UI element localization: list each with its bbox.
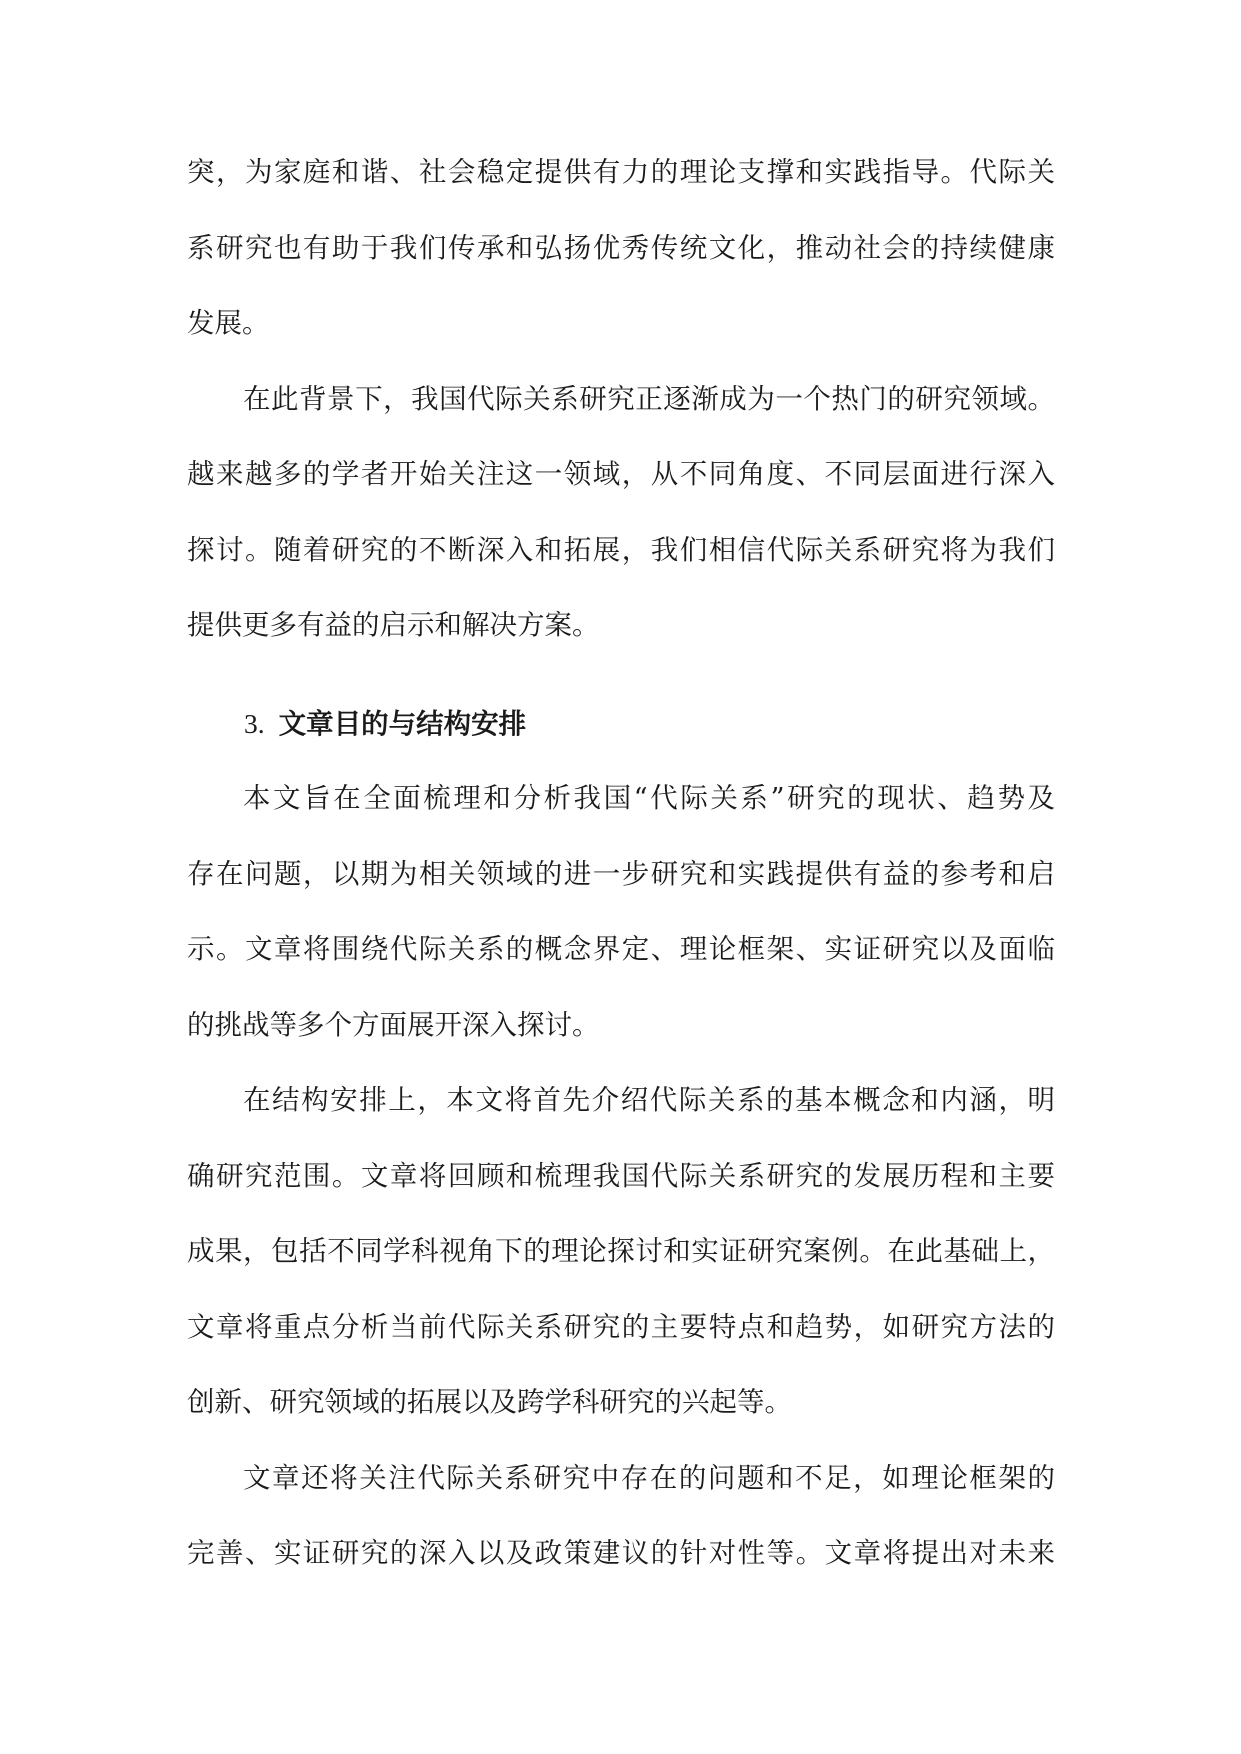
section-spacer xyxy=(187,664,1055,686)
text-line: 发展。 xyxy=(187,307,270,339)
text-line: 突，为家庭和谐、社会稳定提供有力的理论支撑和实践指导。代际关 xyxy=(187,156,1055,188)
text-line: 在此背景下，我国代际关系研究正逐渐成为一个热门的研究领域。 xyxy=(243,382,1055,415)
text-line: 文章将重点分析当前代际关系研究的主要特点和趋势，如研究方法的 xyxy=(187,1310,1055,1343)
paragraph-4 xyxy=(187,1063,1055,1441)
text-line: 示。文章将围绕代际关系的概念界定、理论框架、实证研究以及面临 xyxy=(187,933,1055,965)
text-line: 创新、研究领域的拓展以及跨学科研究的兴起等。 xyxy=(187,1386,792,1418)
text-line: 系研究也有助于我们传承和弘扬优秀传统文化，推动社会的持续健康 xyxy=(187,231,1055,264)
text-line: 确研究范围。文章将回顾和梳理我国代际关系研究的发展历程和主要 xyxy=(187,1159,1055,1192)
text-line: 本文旨在全面梳理和分析我国“代际关系”研究的现状、趋势及 xyxy=(243,782,1055,814)
section-heading xyxy=(187,686,1055,762)
paragraph-1 xyxy=(187,135,1055,362)
text-line: 的挑战等多个方面展开深入探讨。 xyxy=(187,1008,600,1041)
section-title: 文章目的与结构安排 xyxy=(278,707,527,740)
paragraph-5 xyxy=(187,1441,1055,1592)
text-line: 文章还将关注代际关系研究中存在的问题和不足，如理论框架的 xyxy=(243,1461,1055,1494)
text-line: 存在问题，以期为相关领域的进一步研究和实践提供有益的参考和启 xyxy=(187,857,1055,890)
paragraph-2 xyxy=(187,362,1055,664)
text-line: 在结构安排上，本文将首先介绍代际关系的基本概念和内涵，明 xyxy=(243,1084,1055,1116)
section-number: 3. xyxy=(244,707,265,739)
document-page xyxy=(187,135,1055,1592)
text-line: 成果，包括不同学科视角下的理论探讨和实证研究案例。在此基础上， xyxy=(187,1235,1055,1267)
text-line: 越来越多的学者开始关注这一领域，从不同角度、不同层面进行深入 xyxy=(187,458,1055,490)
text-line: 探讨。随着研究的不断深入和拓展，我们相信代际关系研究将为我们 xyxy=(187,533,1055,566)
paragraph-3 xyxy=(187,761,1055,1063)
text-line: 提供更多有益的启示和解决方案。 xyxy=(187,609,600,641)
text-line: 完善、实证研究的深入以及政策建议的针对性等。文章将提出对未来 xyxy=(187,1537,1055,1569)
